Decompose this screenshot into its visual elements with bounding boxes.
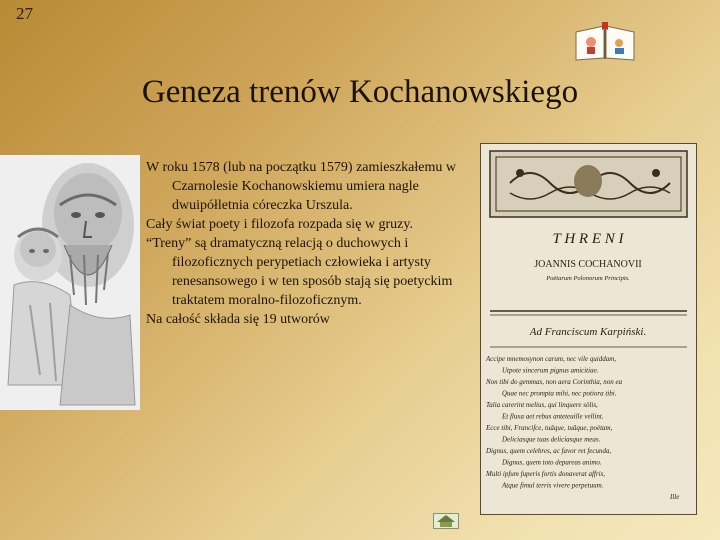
document-line: Multi ipfum fuperis fortis donaverat affris,: [486, 470, 606, 478]
slide-number: 27: [16, 4, 33, 23]
home-nav-icon[interactable]: [433, 513, 459, 529]
document-line: Deliciasque tuas deliciasque meas.: [502, 435, 601, 444]
statue-image: [0, 155, 140, 410]
document-line: Ille: [670, 493, 680, 501]
document-line: Dignus, quem celebres, ac favor ret fecunda,: [486, 447, 612, 455]
paragraph-2: Cały świat poety i filozofa rozpada się w gruzy.: [146, 217, 413, 232]
slide-title: Geneza trenów Kochanowskiego: [141, 74, 579, 110]
threni-title-page: [480, 143, 697, 515]
document-line: Non tibi do gemmas, non aera Corinthia, non ea: [486, 378, 623, 386]
document-line: Et fluxa aet rebus anteteuille vellint.: [502, 412, 604, 421]
document-line: Dignus, quem toto depareas animo.: [502, 458, 602, 467]
paragraph-1: W roku 1578 (lub na początku 1579) zamieszkałemu w Czarnolesie Kochanowskiemu umiera nagle dwuipółletnia córeczka Urszula.: [146, 160, 456, 213]
book-icon[interactable]: [574, 18, 636, 62]
document-line: Atque fimul terris vivere perpetuum.: [502, 481, 604, 490]
text-block: [146, 158, 472, 329]
document-line: Accipe mnemosynon carum, nec vile quiddam,: [486, 355, 617, 363]
document-author: JOANNIS COCHANOVII: [534, 259, 642, 270]
document-line: Ecce tibi, Francifce, tuâque, tuâque, poëtam,: [486, 424, 613, 432]
document-line: Quae nec prompta mihi, nec potiora tibi.: [502, 389, 617, 398]
document-subtitle: Poëtarum Polonorum Principis.: [546, 275, 630, 282]
document-line: Utpote sincerum pignus amicitiae.: [502, 366, 599, 375]
paragraph-3: “Treny” są dramatyczną relacją o duchowych i filozoficznych perypetiach człowieka i artysty renesansowego i w ten sposób stają się poetyckim traktatem moralno-filozoficznym.: [146, 236, 453, 308]
document-heading: T H R E N I: [552, 231, 624, 247]
document-line: Talia carerint melius, qui linquere sölis,: [486, 401, 598, 409]
paragraph-4: Na całość składa się 19 utworów: [146, 312, 330, 327]
document-dedication: Ad Franciscum Karpiński.: [529, 326, 647, 338]
